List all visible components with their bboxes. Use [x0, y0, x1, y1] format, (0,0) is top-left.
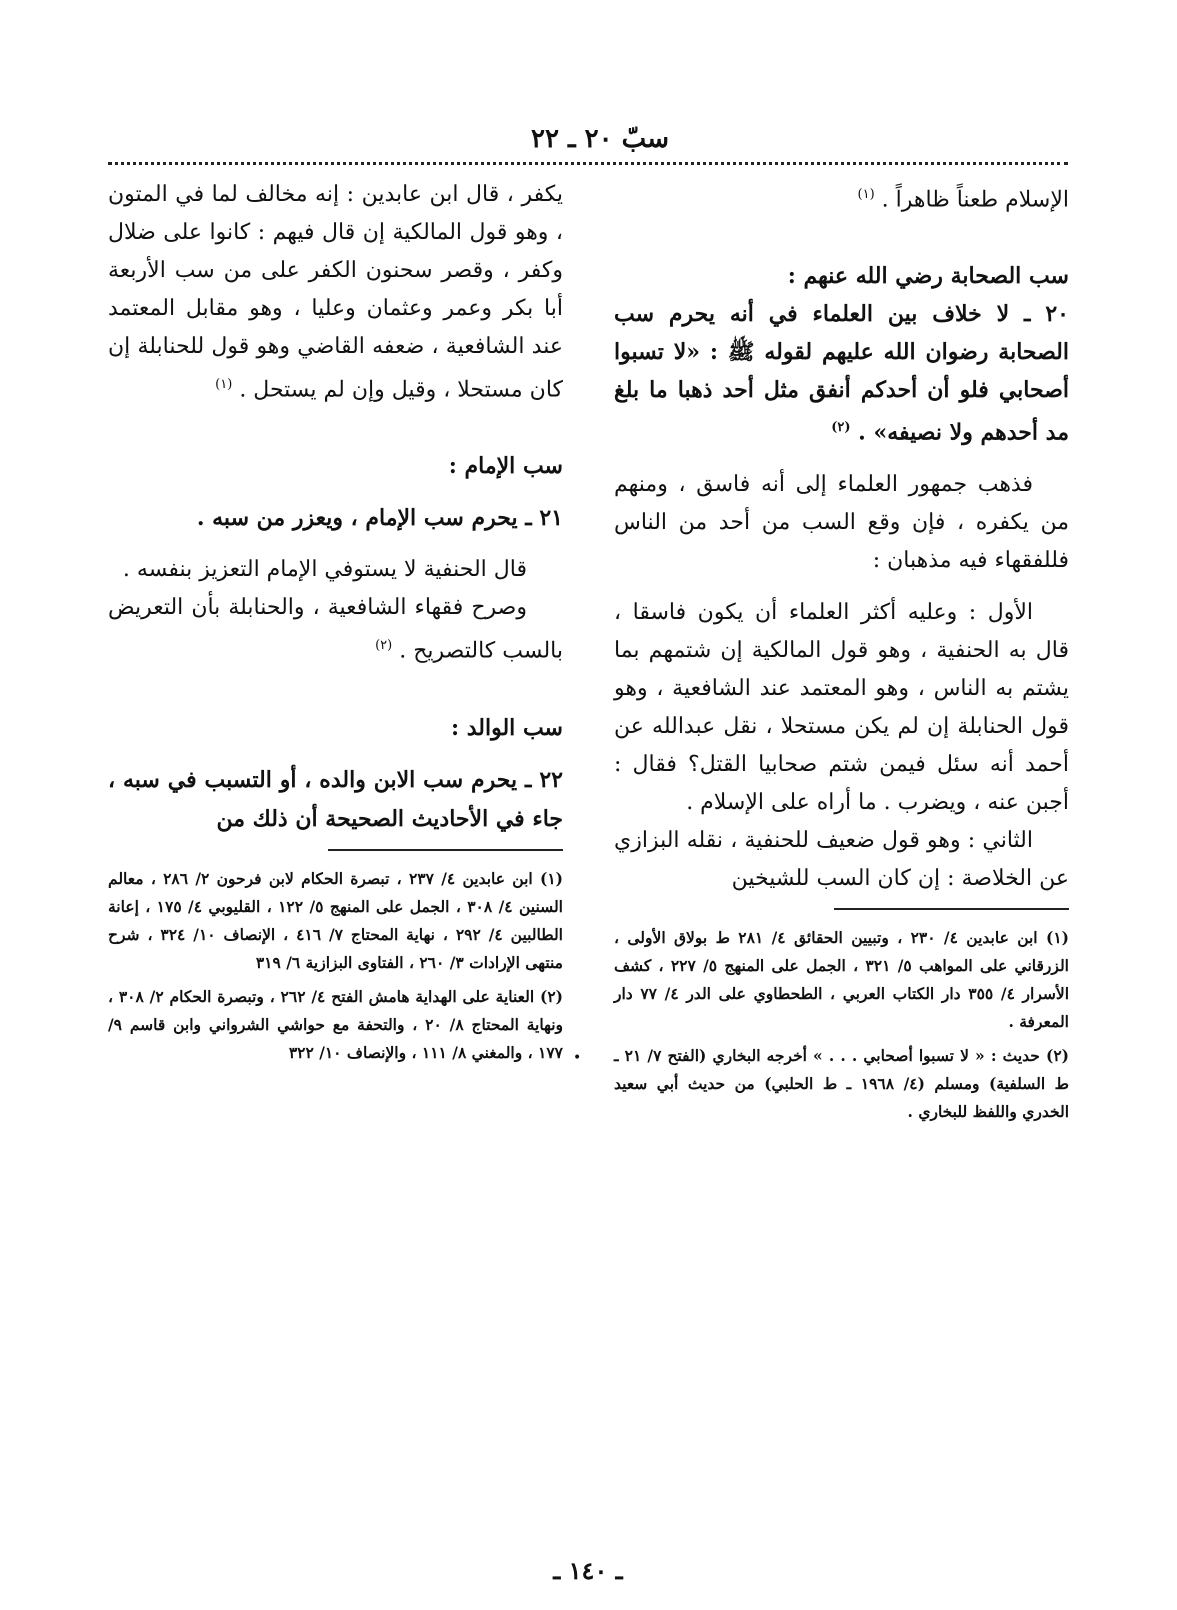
left-paragraph-2: ٢١ ـ يحرم سب الإمام ، ويعزر من سبه . [196, 505, 563, 532]
footnote-ref[interactable]: (٢) [831, 420, 851, 436]
right-paragraph-2: ٢٠ ـ لا خلاف بين العلماء في أنه يحرم سب الصحابة رضوان الله عليهم لقوله ﷺ : «لا تسبوا أصحابي فلو أن أحدكم أنفق مثل أحد ذهبا ما بلغ مد أحدهم ولا نصيفه» . $^{(٢)}$ [614, 301, 1069, 446]
footnote-rule [834, 908, 1069, 910]
right-paragraph-5: الثاني : وهو قول ضعيف للحنفية ، نقله البزازي عن الخلاصة : إن كان السب للشيخين [614, 827, 1069, 891]
left-column [108, 176, 563, 1073]
footnote-ref[interactable]: (١) [215, 377, 233, 392]
section-heading-imam: سب الإمام : [448, 453, 563, 480]
footnote-1: (١) ابن عابدين ٤/ ٢٣٧ ، تبصرة الحكام لابن فرحون ٢/ ٢٨٦ ، معالم السنين ٤/ ٣٠٨ ، الجمل على المنهج ٥/ ١٢٢ ، القليوبي ٤/ ١٧٥ ، إعانة الطالبين ٤/ ٢٩٢ ، نهاية المحتاج ٧/ ٤١٦ ، الإنصاف ١٠/ ٣٢٤ ، شرح منتهى الإرادات ٣/ ٢٦٠ ، الفتاوى البزازية ٦/ ٣١٩ [108, 868, 564, 972]
right-paragraph-4: الأول : وعليه أكثر العلماء أن يكون فاسقا ، قال به الحنفية ، وهو قول المالكية إن شتمهم بما يشتم به الناس ، وهو المعتمد عند الشافعية ، وهو قول الحنابلة إن لم يكن مستحلا ، نقل عبدالله عن أحمد أنه سئل فيمن شتم صحابيا القتل؟ فقال : أجبن عنه ، ويضرب . ما أراه على الإسلام . [614, 599, 1069, 815]
left-paragraph-1: يكفر ، قال ابن عابدين : إنه مخالف لما في المتون ، وهو قول المالكية إن قال فيهم : كانوا على ضلال وكفر ، وقصر سحنون الكفر على من سب الأربعة أبا بكر وعمر وعثمان وعليا ، وهو مقابل المعتمد عند الشافعية ، ضعفه القاضي وهو قول للحنابلة إن كان مستحلا ، وقيل وإن لم يستحل . $^{(١)}$ [108, 182, 563, 403]
right-paragraph-1: الإسلام طعناً ظاهراً . $^{(١)}$ [857, 187, 1069, 213]
footnote-ref[interactable]: (١) [857, 187, 875, 202]
bullet-dot-icon: • [573, 1050, 582, 1066]
footnote-rule [328, 849, 563, 851]
right-paragraph-3: فذهب جمهور العلماء إلى أنه فاسق ، ومنهم من يكفره ، فإن وقع السب من أحد من الناس فللفقهاء فيه مذهبان : [614, 471, 1069, 573]
right-footnotes [614, 924, 1069, 1126]
header-dotted-rule [108, 162, 1068, 165]
left-paragraph-4: وصرح فقهاء الشافعية ، والحنابلة بأن التعريض بالسب كالتصريح . $^{(٢)}$ [108, 595, 563, 664]
section-heading-companions: سب الصحابة رضي الله عنهم : [787, 263, 1069, 290]
footnote-ref[interactable]: (٢) [375, 638, 393, 654]
right-column [614, 176, 1069, 1132]
footnote-2: (٢) حديث : « لا تسبوا أصحابي . . . » أخرجه البخاري (الفتح ٧/ ٢١ ـ ط السلفية) ومسلم (٤/ ١٩٦٨ ـ ط الحلبي) من حديث أبي سعيد الخدري واللفظ للبخاري . [614, 1045, 1070, 1121]
left-paragraph-5: ٢٢ ـ يحرم سب الابن والده ، أو التسبب في سبه ، جاء في الأحاديث الصحيحة أن ذلك من [108, 766, 563, 832]
left-paragraph-3: قال الحنفية لا يستوفي الإمام التعزيز بنفسه . [122, 557, 527, 583]
footnote-1: (١) ابن عابدين ٤/ ٢٣٠ ، وتبيين الحقائق ٤/ ٢٨١ ط بولاق الأولى ، الزرقاني على المواهب ٥/ ٣٢١ ، الجمل على المنهج ٥/ ٢٢٧ ، كشف الأسرار ٤/ ٣٥٥ دار الكتاب العربي ، الطحطاوي على الدر ٤/ ٧٧ دار المعرفة . [614, 927, 1070, 1031]
running-head: سبّ ٢٠ ـ ٢٢ [531, 124, 669, 154]
footnote-2: (٢) العناية على الهداية هامش الفتح ٤/ ٢٦٢ ، وتبصرة الحكام ٢/ ٣٠٨ ، ونهاية المحتاج ٨/ ٢٠ ، والتحفة مع حواشي الشرواني وابن قاسم ٩/ ١٧٧ ، والمغني ٨/ ١١١ ، والإنصاف ١٠/ ٣٢٢ [108, 986, 564, 1062]
section-heading-father: سب الوالد : [450, 714, 563, 741]
left-footnotes [108, 865, 563, 1067]
page-number: ـ ١٤٠ ـ [553, 1556, 623, 1585]
